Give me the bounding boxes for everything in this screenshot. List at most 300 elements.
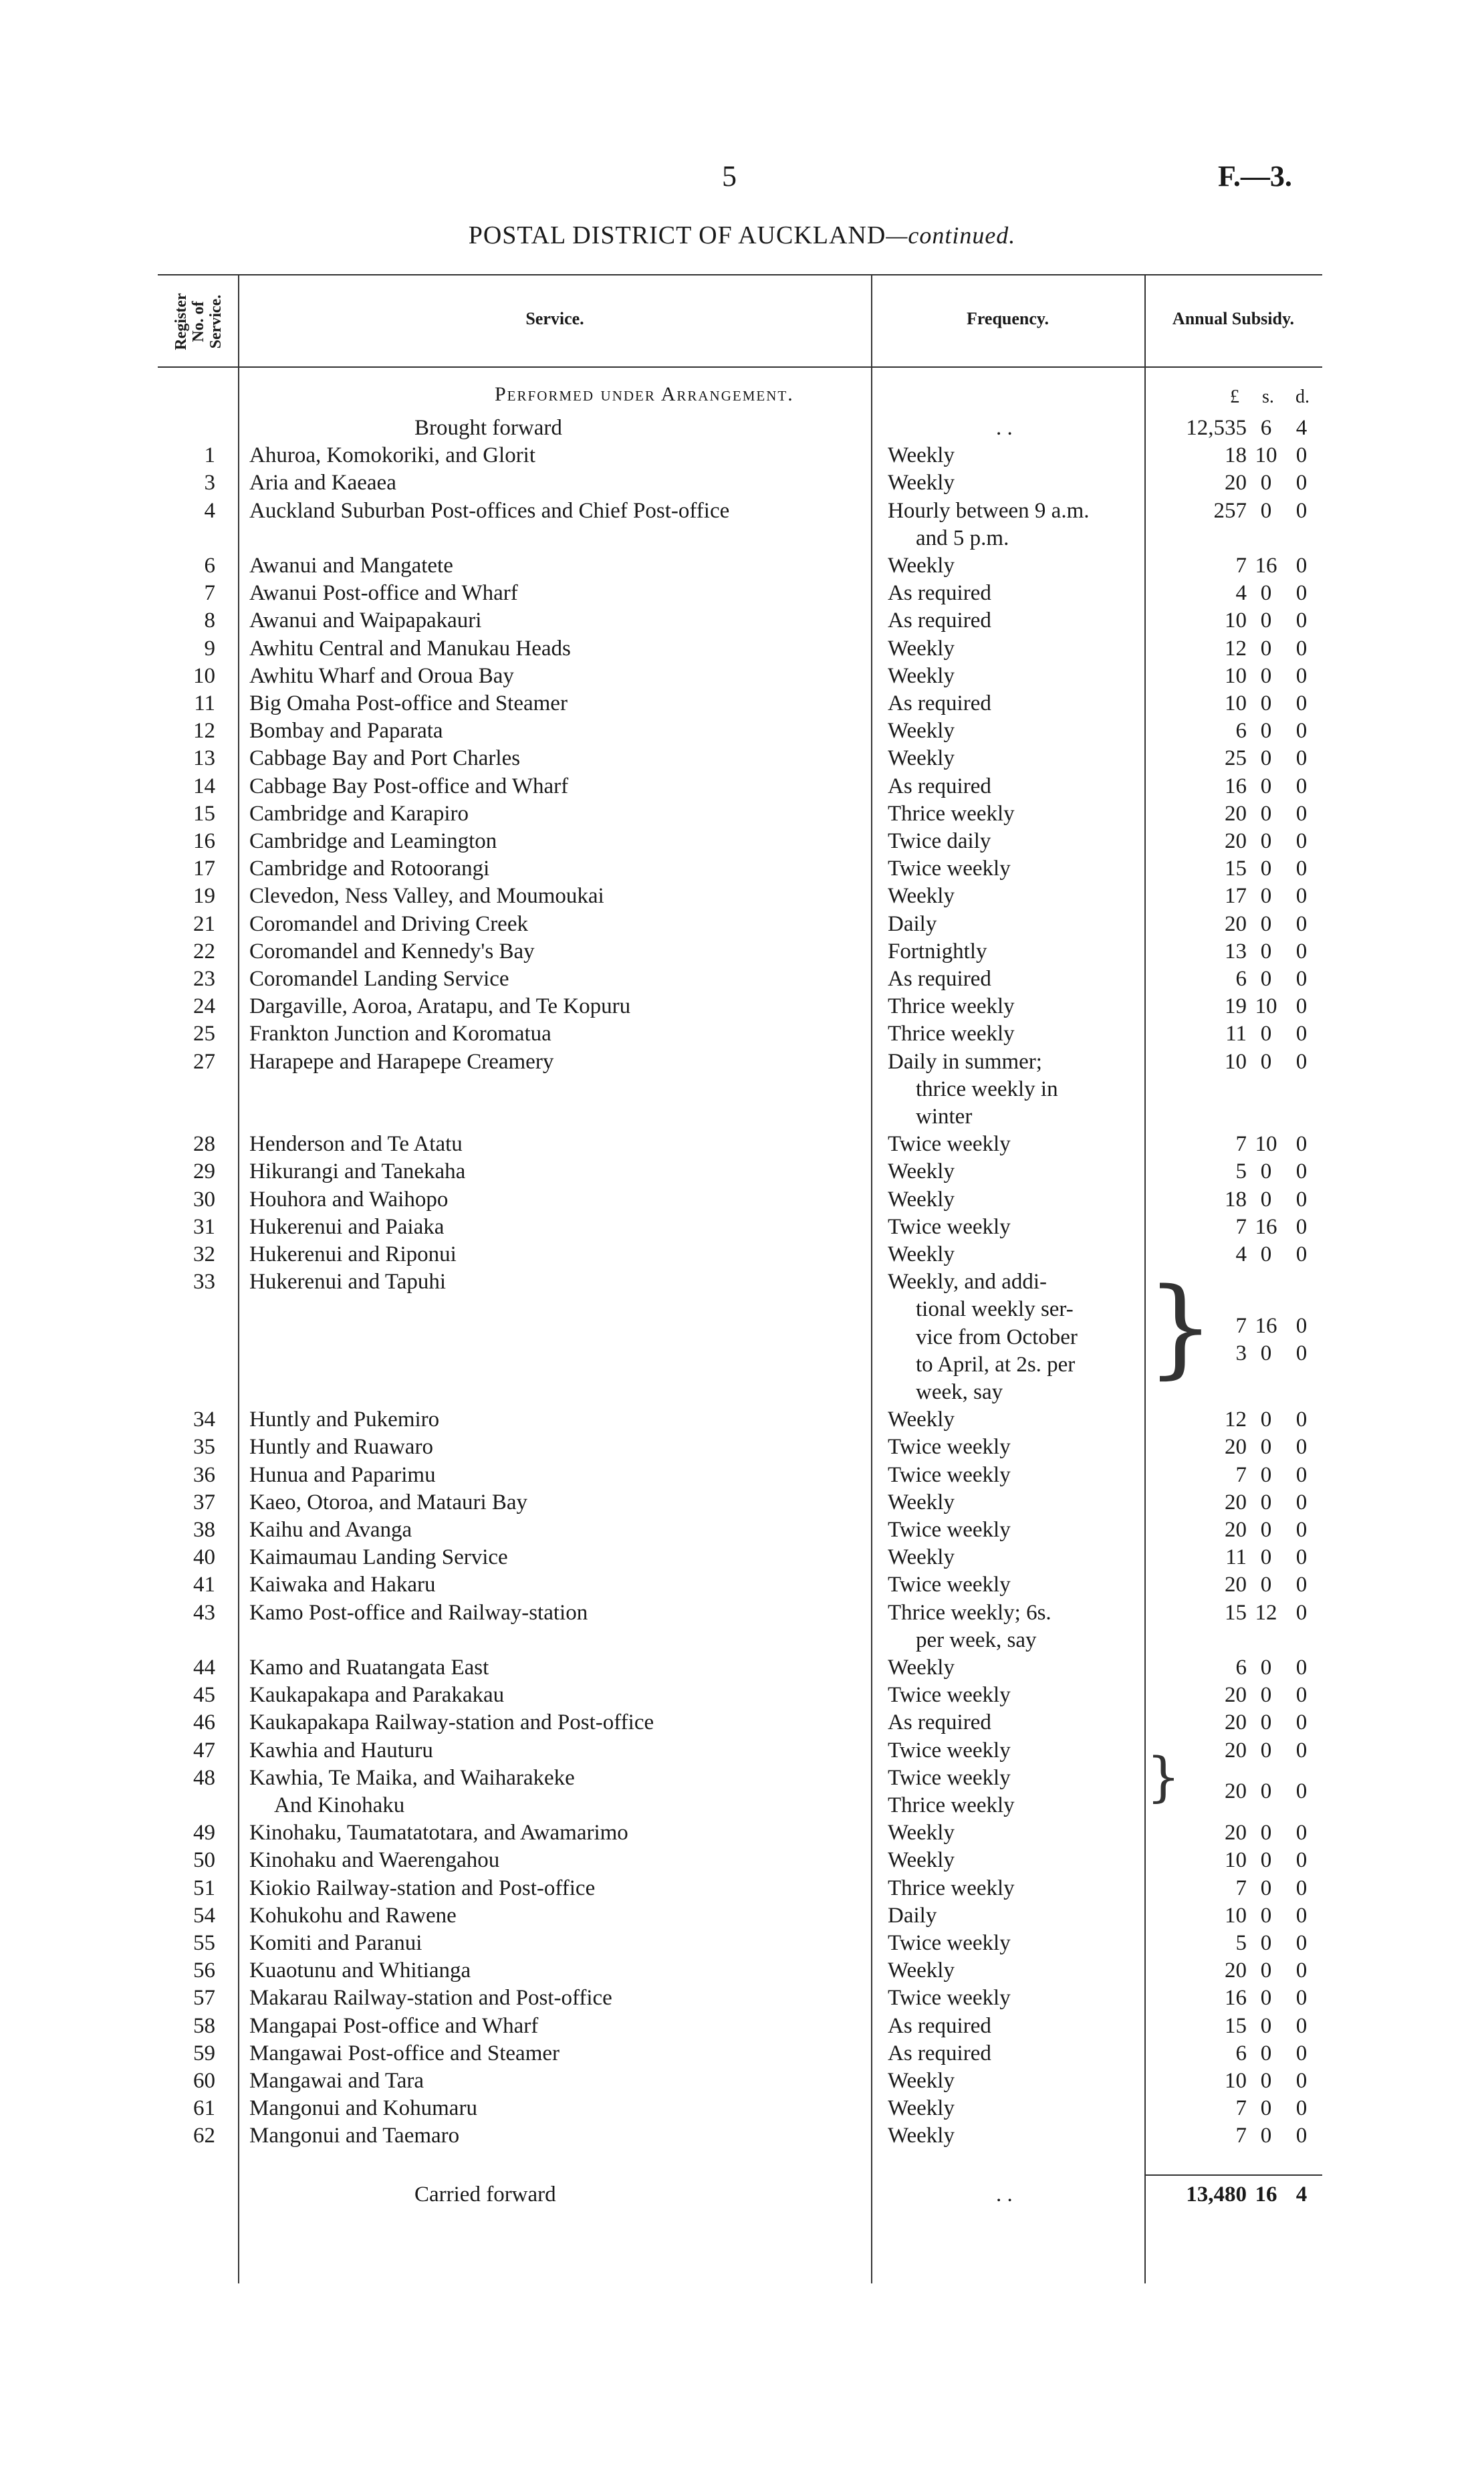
service-name: Big Omaha Post-office and Steamer bbox=[249, 691, 568, 715]
service-name: Cambridge and Karapiro bbox=[249, 801, 469, 826]
service-name: Awhitu Central and Manukau Heads bbox=[249, 636, 571, 661]
subsidy-pence: 0 bbox=[1295, 1435, 1308, 1460]
subsidy-pounds: 6 bbox=[1235, 1656, 1247, 1680]
service-name: Cambridge and Leamington bbox=[249, 829, 497, 853]
subsidy-pounds: 10 bbox=[1225, 1903, 1247, 1928]
subsidy-pence: 0 bbox=[1295, 1518, 1308, 1542]
subsidy-pounds: 4 bbox=[1235, 1242, 1247, 1266]
subsidy-pounds: 7 bbox=[1235, 2096, 1247, 2121]
service-name: Aria and Kaeaea bbox=[249, 471, 396, 495]
subsidy-pounds: 17 bbox=[1225, 884, 1247, 909]
subsidy-pence: 0 bbox=[1295, 1545, 1308, 1570]
table-row bbox=[0, 1571, 1484, 1599]
table-row bbox=[0, 745, 1484, 772]
service-name: Awanui and Waipapakauri bbox=[249, 608, 482, 633]
table-row bbox=[0, 966, 1484, 993]
subsidy-shillings: 0 bbox=[1260, 2096, 1272, 2121]
frequency-continued: per week, say bbox=[916, 1627, 1037, 1652]
subsidy-pence: 0 bbox=[1295, 911, 1308, 936]
register-number: 59 bbox=[193, 2041, 215, 2065]
table-row bbox=[0, 1214, 1484, 1241]
frequency-continued: and 5 p.m. bbox=[916, 526, 1009, 550]
frequency: Twice weekly bbox=[888, 1573, 1011, 1597]
subsidy-pence: 0 bbox=[1295, 1821, 1308, 1845]
subsidy-shillings: 0 bbox=[1260, 1848, 1272, 1873]
table-row bbox=[0, 1434, 1484, 1461]
table-row bbox=[0, 1709, 1484, 1736]
frequency-continued: to April, at 2s. per bbox=[916, 1352, 1076, 1377]
table-row bbox=[0, 2095, 1484, 2122]
service-name: Kinohaku and Waerengahou bbox=[249, 1848, 500, 1873]
frequency: Weekly bbox=[888, 554, 955, 578]
subsidy-pence: 0 bbox=[1295, 1187, 1308, 1212]
service-name: Hukerenui and Riponui bbox=[249, 1242, 457, 1266]
subsidy-pounds: 20 bbox=[1225, 1573, 1247, 1597]
frequency: As required bbox=[888, 774, 991, 798]
frequency: Weekly bbox=[888, 2096, 955, 2121]
frequency: Weekly bbox=[888, 1848, 955, 1873]
subsidy-pence: 0 bbox=[1295, 1931, 1308, 1955]
service-name: Awhitu Wharf and Oroua Bay bbox=[249, 663, 514, 688]
carried-shillings: 16 bbox=[1255, 2182, 1277, 2207]
subsidy-pence: 0 bbox=[1295, 1738, 1308, 1763]
subsidy-pounds: 4 bbox=[1235, 581, 1247, 606]
subsidy-pounds: 20 bbox=[1225, 1779, 1247, 1804]
subsidy-pounds: 10 bbox=[1225, 2069, 1247, 2093]
table-row bbox=[0, 663, 1484, 690]
table-row bbox=[0, 2040, 1484, 2067]
service-name: Makarau Railway-station and Post-office bbox=[249, 1986, 612, 2011]
frequency: Twice daily bbox=[888, 829, 991, 853]
subsidy-pounds: 5 bbox=[1235, 1931, 1247, 1955]
frequency: Thrice weekly; 6s. bbox=[888, 1600, 1052, 1625]
frequency: Twice weekly bbox=[888, 1683, 1011, 1708]
pence-symbol: d. bbox=[1295, 386, 1310, 407]
register-number: 3 bbox=[204, 471, 215, 495]
subsidy-shillings: 0 bbox=[1260, 581, 1272, 606]
title-suffix: —continued. bbox=[886, 222, 1016, 249]
service-name: Hukerenui and Paiaka bbox=[249, 1214, 445, 1239]
subsidy-pence: 0 bbox=[1295, 884, 1308, 909]
frequency-dots: . . bbox=[996, 416, 1013, 440]
frequency-continued: week, say bbox=[916, 1379, 1003, 1404]
register-number: 58 bbox=[193, 2013, 215, 2038]
section-heading: Performed under Arrangement. bbox=[495, 383, 794, 405]
frequency: Twice weekly bbox=[888, 1132, 1011, 1157]
subsidy-pence: 0 bbox=[1295, 1958, 1308, 1983]
service-name: Houhora and Waihopo bbox=[249, 1187, 449, 1212]
subsidy-shillings: 0 bbox=[1260, 774, 1272, 798]
subsidy-pence-additional: 0 bbox=[1295, 1341, 1308, 1366]
service-name: Henderson and Te Atatu bbox=[249, 1132, 463, 1157]
register-number: 8 bbox=[204, 608, 215, 633]
register-number: 56 bbox=[193, 1958, 215, 1983]
register-number: 13 bbox=[193, 746, 215, 771]
subsidy-pounds: 20 bbox=[1225, 1490, 1247, 1514]
service-name: Awanui and Mangatete bbox=[249, 554, 453, 578]
service-name: Kamo Post-office and Railway-station bbox=[249, 1600, 588, 1625]
subsidy-pence: 0 bbox=[1295, 608, 1308, 633]
frequency-continued: Thrice weekly bbox=[888, 1793, 1015, 1817]
register-number: 35 bbox=[193, 1435, 215, 1460]
subsidy-pounds: 7 bbox=[1235, 1132, 1247, 1157]
frequency: Twice weekly bbox=[888, 1986, 1011, 2011]
subsidy-pounds: 20 bbox=[1225, 1518, 1247, 1542]
subsidy-shillings: 0 bbox=[1260, 2069, 1272, 2093]
service-name: Kaimaumau Landing Service bbox=[249, 1545, 508, 1570]
subsidy-pounds: 20 bbox=[1225, 801, 1247, 826]
service-name: Bombay and Paparata bbox=[249, 719, 443, 744]
frequency: Daily in summer; bbox=[888, 1049, 1042, 1074]
service-name: Kaiwaka and Hakaru bbox=[249, 1573, 436, 1597]
subsidy-shillings: 6 bbox=[1260, 416, 1272, 440]
subsidy-shillings: 0 bbox=[1260, 608, 1272, 633]
subsidy-pounds: 18 bbox=[1225, 1187, 1247, 1212]
table-row bbox=[0, 1765, 1484, 1819]
frequency: Twice weekly bbox=[888, 1462, 1011, 1487]
subsidy-pounds: 12 bbox=[1225, 1407, 1247, 1432]
document-reference: F.—3. bbox=[1218, 160, 1292, 193]
subsidy-pence: 0 bbox=[1295, 2124, 1308, 2148]
subsidy-pence: 0 bbox=[1295, 939, 1308, 964]
pounds-symbol: £ bbox=[1230, 386, 1239, 407]
subsidy-shillings: 10 bbox=[1255, 1132, 1277, 1157]
service-name: Clevedon, Ness Valley, and Moumoukai bbox=[249, 884, 604, 909]
carried-pence: 4 bbox=[1295, 2182, 1308, 2207]
table-row bbox=[0, 635, 1484, 663]
frequency: As required bbox=[888, 967, 991, 991]
service-name: Kinohaku, Taumatatotara, and Awamarimo bbox=[249, 1821, 628, 1845]
frequency: Twice weekly bbox=[888, 1435, 1011, 1460]
table-row bbox=[0, 1682, 1484, 1709]
service-name: Kamo and Ruatangata East bbox=[249, 1656, 489, 1680]
subsidy-shillings: 0 bbox=[1260, 1545, 1272, 1570]
register-header bbox=[159, 279, 238, 364]
frequency: Weekly bbox=[888, 2124, 955, 2148]
register-number: 19 bbox=[193, 884, 215, 909]
table-row bbox=[0, 1957, 1484, 1985]
frequency: Thrice weekly bbox=[888, 1022, 1015, 1046]
register-number: 44 bbox=[193, 1656, 215, 1680]
subsidy-shillings: 0 bbox=[1260, 884, 1272, 909]
register-number: 60 bbox=[193, 2069, 215, 2093]
service-name: Kaukapakapa Railway-station and Post-office bbox=[249, 1710, 654, 1735]
subsidy-pence: 0 bbox=[1295, 1986, 1308, 2011]
service-name: Mangawai Post-office and Steamer bbox=[249, 2041, 560, 2065]
register-number: 29 bbox=[193, 1159, 215, 1184]
subsidy-pence: 0 bbox=[1295, 1779, 1308, 1804]
title-main: POSTAL DISTRICT OF AUCKLAND bbox=[468, 221, 886, 249]
subsidy-pence: 0 bbox=[1295, 746, 1308, 771]
register-number: 46 bbox=[193, 1710, 215, 1735]
subsidy-shillings: 0 bbox=[1260, 1187, 1272, 1212]
table-row bbox=[0, 1048, 1484, 1131]
brace-row-48: } bbox=[1146, 1746, 1181, 1808]
register-number: 17 bbox=[193, 857, 215, 881]
subsidy-pounds: 18 bbox=[1225, 443, 1247, 468]
register-number: 61 bbox=[193, 2096, 215, 2121]
subsidy-pounds: 20 bbox=[1225, 1821, 1247, 1845]
subsidy-pounds: 257 bbox=[1213, 498, 1247, 523]
frequency: Twice weekly bbox=[888, 1738, 1011, 1763]
register-number: 11 bbox=[194, 691, 215, 715]
frequency: Hourly between 9 a.m. bbox=[888, 498, 1090, 523]
subsidy-pounds: 6 bbox=[1235, 719, 1247, 744]
service-name: Mangapai Post-office and Wharf bbox=[249, 2013, 539, 2038]
register-number: 57 bbox=[193, 1986, 215, 2011]
subsidy-pence: 0 bbox=[1295, 1407, 1308, 1432]
register-number: 62 bbox=[193, 2124, 215, 2148]
subsidy-pounds: 5 bbox=[1235, 1159, 1247, 1184]
frequency: Twice weekly bbox=[888, 1214, 1011, 1239]
subsidy-shillings: 12 bbox=[1255, 1600, 1277, 1625]
table-row bbox=[0, 1186, 1484, 1214]
frequency-header: Frequency. bbox=[966, 309, 1049, 328]
subsidy-pence: 0 bbox=[1295, 719, 1308, 744]
table-row bbox=[0, 1264, 1484, 1406]
subsidy-pounds: 20 bbox=[1225, 1738, 1247, 1763]
frequency-continued: vice from October bbox=[916, 1325, 1078, 1349]
header-bottom-rule bbox=[158, 366, 1322, 368]
subsidy-shillings: 0 bbox=[1260, 471, 1272, 495]
service-name: Hunua and Paparimu bbox=[249, 1462, 436, 1487]
frequency: Weekly bbox=[888, 1656, 955, 1680]
table-row bbox=[0, 855, 1484, 883]
frequency: Weekly bbox=[888, 663, 955, 688]
register-number: 23 bbox=[193, 967, 215, 991]
frequency: Weekly bbox=[888, 1958, 955, 1983]
frequency-continued: tional weekly ser- bbox=[916, 1297, 1074, 1322]
table-row bbox=[0, 2013, 1484, 2040]
table-row bbox=[0, 552, 1484, 580]
subsidy-pence: 0 bbox=[1295, 1132, 1308, 1157]
service-name: Harapepe and Harapepe Creamery bbox=[249, 1049, 554, 1074]
subsidy-shillings: 0 bbox=[1260, 663, 1272, 688]
frequency: Daily bbox=[888, 1903, 937, 1928]
subsidy-pounds: 13 bbox=[1225, 939, 1247, 964]
table-row bbox=[0, 938, 1484, 966]
subsidy-pence: 0 bbox=[1295, 581, 1308, 606]
subsidy-shillings: 0 bbox=[1260, 1683, 1272, 1708]
frequency: Daily bbox=[888, 911, 937, 936]
service-name: Cambridge and Rotoorangi bbox=[249, 857, 490, 881]
frequency: Thrice weekly bbox=[888, 994, 1015, 1019]
subsidy-pounds-additional: 3 bbox=[1235, 1341, 1247, 1366]
table-row bbox=[0, 607, 1484, 635]
subsidy-pounds: 12,535 bbox=[1186, 416, 1247, 440]
table-row bbox=[0, 1489, 1484, 1516]
subsidy-pence: 0 bbox=[1295, 1876, 1308, 1900]
table-row bbox=[0, 717, 1484, 745]
subsidy-pounds: 10 bbox=[1225, 1848, 1247, 1873]
register-number: 55 bbox=[193, 1931, 215, 1955]
service-name: Huntly and Ruawaro bbox=[249, 1435, 433, 1460]
register-number: 16 bbox=[193, 829, 215, 853]
carried-pounds: 13,480 bbox=[1186, 2182, 1247, 2207]
frequency: Twice weekly bbox=[888, 1765, 1011, 1790]
service-name: Kiokio Railway-station and Post-office bbox=[249, 1876, 596, 1900]
table-row bbox=[0, 883, 1484, 910]
subsidy-shillings: 0 bbox=[1260, 1159, 1272, 1184]
table-row bbox=[0, 690, 1484, 717]
frequency: Twice weekly bbox=[888, 857, 1011, 881]
service-name: Awanui Post-office and Wharf bbox=[249, 581, 518, 606]
service-name: Huntly and Pukemiro bbox=[249, 1407, 440, 1432]
frequency: As required bbox=[888, 581, 991, 606]
frequency: Weekly bbox=[888, 1545, 955, 1570]
subsidy-pounds: 7 bbox=[1235, 1214, 1247, 1239]
subsidy-pounds: 25 bbox=[1225, 746, 1247, 771]
frequency: Weekly bbox=[888, 471, 955, 495]
subsidy-pence: 0 bbox=[1295, 801, 1308, 826]
frequency-continued: winter bbox=[916, 1104, 973, 1129]
subsidy-shillings: 0 bbox=[1260, 2124, 1272, 2148]
service-name: Dargaville, Aoroa, Aratapu, and Te Kopuru bbox=[249, 994, 631, 1019]
frequency: Thrice weekly bbox=[888, 1876, 1015, 1900]
register-number: 24 bbox=[193, 994, 215, 1019]
subsidy-shillings: 0 bbox=[1260, 939, 1272, 964]
service-name: Ahuroa, Komokoriki, and Glorit bbox=[249, 443, 536, 468]
subsidy-pence: 0 bbox=[1295, 994, 1308, 1019]
subsidy-pounds: 19 bbox=[1225, 994, 1247, 1019]
subsidy-shillings: 0 bbox=[1260, 1738, 1272, 1763]
subsidy-pounds: 20 bbox=[1225, 471, 1247, 495]
service-name: Komiti and Paranui bbox=[249, 1931, 422, 1955]
table-row bbox=[0, 1902, 1484, 1930]
subsidy-pence: 0 bbox=[1295, 1022, 1308, 1046]
service-name: Hikurangi and Tanekaha bbox=[249, 1159, 466, 1184]
frequency: Weekly bbox=[888, 1407, 955, 1432]
subsidy-pounds: 16 bbox=[1225, 774, 1247, 798]
frequency: Weekly bbox=[888, 1242, 955, 1266]
service-name: Hukerenui and Tapuhi bbox=[249, 1270, 447, 1294]
register-number: 25 bbox=[193, 1022, 215, 1046]
subsidy-pence: 0 bbox=[1295, 443, 1308, 468]
register-number: 6 bbox=[204, 554, 215, 578]
service-header: Service. bbox=[525, 309, 584, 328]
table-row bbox=[0, 415, 1484, 442]
register-number: 31 bbox=[193, 1214, 215, 1239]
frequency: Weekly bbox=[888, 719, 955, 744]
table-row bbox=[0, 1599, 1484, 1654]
subsidy-pence: 0 bbox=[1295, 2069, 1308, 2093]
carried-frequency-dots: . . bbox=[996, 2182, 1013, 2207]
frequency: As required bbox=[888, 2041, 991, 2065]
register-number: 33 bbox=[193, 1270, 215, 1294]
register-number: 27 bbox=[193, 1049, 215, 1074]
register-number: 45 bbox=[193, 1683, 215, 1708]
subsidy-pounds: 16 bbox=[1225, 1986, 1247, 2011]
subsidy-pounds: 7 bbox=[1235, 2124, 1247, 2148]
subsidy-pounds: 20 bbox=[1225, 911, 1247, 936]
subsidy-pence: 0 bbox=[1295, 691, 1308, 715]
shillings-symbol: s. bbox=[1262, 386, 1274, 407]
table-row bbox=[0, 1847, 1484, 1874]
subsidy-shillings: 0 bbox=[1260, 801, 1272, 826]
frequency: As required bbox=[888, 2013, 991, 2038]
table-row bbox=[0, 580, 1484, 607]
frequency: As required bbox=[888, 691, 991, 715]
service-name: Kaeo, Otoroa, and Matauri Bay bbox=[249, 1490, 528, 1514]
frequency: Weekly, and addi- bbox=[888, 1270, 1047, 1294]
table-row bbox=[0, 1654, 1484, 1682]
subsidy-pence: 0 bbox=[1295, 2013, 1308, 2038]
subsidy-shillings: 0 bbox=[1260, 746, 1272, 771]
frequency: Twice weekly bbox=[888, 1931, 1011, 1955]
register-number: 7 bbox=[204, 581, 215, 606]
page-title bbox=[0, 221, 1484, 250]
table-row bbox=[0, 2122, 1484, 2150]
table-row bbox=[0, 911, 1484, 938]
frequency: Weekly bbox=[888, 443, 955, 468]
subsidy-pounds: 7 bbox=[1235, 1876, 1247, 1900]
subsidy-pounds: 11 bbox=[1225, 1022, 1247, 1046]
register-number: 40 bbox=[193, 1545, 215, 1570]
subsidy-pence: 0 bbox=[1295, 1573, 1308, 1597]
table-row bbox=[0, 1158, 1484, 1186]
service-name: Coromandel and Kennedy's Bay bbox=[249, 939, 535, 964]
subsidy-header: Annual Subsidy. bbox=[1172, 309, 1295, 328]
subsidy-pence: 0 bbox=[1295, 554, 1308, 578]
register-number: 36 bbox=[193, 1462, 215, 1487]
frequency: Thrice weekly bbox=[888, 801, 1015, 826]
service-name: Kawhia and Hauturu bbox=[249, 1738, 433, 1763]
subsidy-pounds: 15 bbox=[1225, 2013, 1247, 2038]
register-number: 12 bbox=[193, 719, 215, 744]
subsidy-shillings: 0 bbox=[1260, 1656, 1272, 1680]
subsidy-pounds: 12 bbox=[1225, 636, 1247, 661]
subsidy-shillings: 0 bbox=[1260, 967, 1272, 991]
subsidy-shillings: 16 bbox=[1255, 1214, 1277, 1239]
frequency: As required bbox=[888, 1710, 991, 1735]
table-row bbox=[0, 469, 1484, 497]
register-number: 28 bbox=[193, 1132, 215, 1157]
subsidy-pence: 0 bbox=[1295, 1710, 1308, 1735]
frequency: Weekly bbox=[888, 1187, 955, 1212]
subsidy-pounds: 20 bbox=[1225, 829, 1247, 853]
register-number: 30 bbox=[193, 1187, 215, 1212]
subsidy-pounds: 20 bbox=[1225, 1958, 1247, 1983]
table-row bbox=[0, 828, 1484, 855]
service-name: Coromandel Landing Service bbox=[249, 967, 509, 991]
table-row bbox=[0, 1985, 1484, 2012]
subsidy-shillings: 10 bbox=[1255, 443, 1277, 468]
header-top-rule bbox=[158, 274, 1322, 275]
subsidy-shillings: 0 bbox=[1260, 691, 1272, 715]
subsidy-pence: 0 bbox=[1295, 1600, 1308, 1625]
table-row bbox=[0, 497, 1484, 552]
table-row bbox=[0, 800, 1484, 828]
frequency: Weekly bbox=[888, 636, 955, 661]
carried-forward-label: Carried forward bbox=[414, 2182, 556, 2207]
subsidy-pence: 0 bbox=[1295, 1214, 1308, 1239]
table-row bbox=[0, 1930, 1484, 1957]
subsidy-pounds: 10 bbox=[1225, 663, 1247, 688]
subsidy-pounds: 6 bbox=[1235, 2041, 1247, 2065]
subsidy-pence: 0 bbox=[1295, 1848, 1308, 1873]
subsidy-pence: 0 bbox=[1295, 967, 1308, 991]
subsidy-pence: 0 bbox=[1295, 1903, 1308, 1928]
register-number: 50 bbox=[193, 1848, 215, 1873]
subsidy-pence: 0 bbox=[1295, 1049, 1308, 1074]
subsidy-pence: 0 bbox=[1295, 471, 1308, 495]
frequency: Twice weekly bbox=[888, 1518, 1011, 1542]
subsidy-shillings: 0 bbox=[1260, 1876, 1272, 1900]
subsidy-pounds: 10 bbox=[1225, 1049, 1247, 1074]
subsidy-pounds: 20 bbox=[1225, 1683, 1247, 1708]
subsidy-shillings: 0 bbox=[1260, 857, 1272, 881]
register-number: 38 bbox=[193, 1518, 215, 1542]
